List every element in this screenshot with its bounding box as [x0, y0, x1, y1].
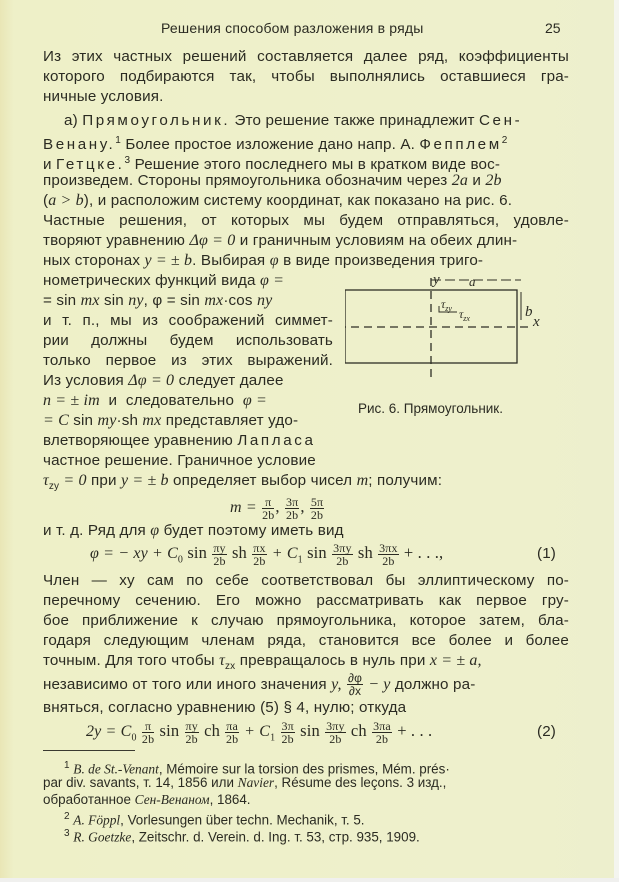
- text-line: = C sin my·sh mx представляет удо-: [43, 412, 299, 429]
- text-line: ных сторонах y = ± b. Выбирая φ в виде произведения триго-: [43, 252, 484, 269]
- footnote-1-cont: par div. savants, т. 14, 1856 или Navier, Résume des leçons. 3 изд.,: [43, 775, 447, 790]
- section-heading: Прямоугольник.: [82, 112, 231, 129]
- text-line: нометрических функций вида φ =: [43, 272, 285, 289]
- text-line: вняться, согласно уравнению (5) § 4, нулю; откуда: [43, 699, 407, 716]
- text-line: точным. Для того чтобы $\tau_{zx}$ превращалось в нуль при x = ± a,: [43, 652, 482, 673]
- text-line: творяют уравнению Δφ = 0 и граничным условиям на обеих длин-: [43, 232, 518, 249]
- text-line: а) Прямоугольник. Это решение также принадлежит Сен-: [64, 112, 523, 129]
- text-line: рии должны будем использовать: [43, 332, 333, 349]
- text-line: независимо от того или иного значения y, $\frac{\partial\varphi}{\partial x}$ − y должно ра-: [43, 671, 476, 699]
- equation-number: (1): [537, 545, 557, 562]
- text-line: Частные решения, от которых мы будем отправляться, удовле-: [43, 212, 569, 229]
- text-line: n = ± im и следовательно φ =: [43, 392, 267, 409]
- footnote-ref: 3: [124, 155, 131, 166]
- text-line: и т. п., мы из соображений симмет-: [43, 312, 333, 329]
- text-line: Член — xy сам по себе соответствовал бы эллиптическому по-: [43, 572, 569, 589]
- text-line: годаря следующим членам ряда, становится все более и более: [43, 632, 569, 649]
- text-line: влетворяющее уравнению Лапласа: [43, 432, 316, 449]
- text-line: (a > b), и расположим систему координат, как показано на рис. 6.: [43, 192, 513, 209]
- equation-number: (2): [537, 723, 557, 740]
- text-line: перечному сечению. Его можно рассматривать как первое гру-: [43, 592, 569, 609]
- text-line: которого подбираются так, чтобы выполнялись оставшиеся гра-: [43, 68, 569, 85]
- text-line: и т. д. Ряд для φ будет поэтому иметь вид: [43, 522, 344, 539]
- footnote-3: $^3$ R. Goetzke, Zeitschr. d. Verein. d. Ing. т. 53, стр. 935, 1909.: [64, 828, 420, 845]
- text-line: бое приближение к случаю прямоугольника, которое затем, бла-: [43, 612, 569, 629]
- a-label: a: [469, 274, 476, 289]
- text-line: и Гетцке.$^3$ Решение этого последнего мы в кратком виде вос-: [43, 155, 501, 174]
- text-line: Из условия Δφ = 0 следует далее: [43, 372, 284, 389]
- b-label: b: [525, 304, 533, 320]
- footnote-ref: 2: [501, 135, 508, 146]
- footnote-2: $^2$ A. Föppl, Vorlesungen über techn. Mechanik, т. 5.: [64, 811, 365, 828]
- x-axis-label: x: [533, 314, 540, 330]
- text-line: только первое из этих выражений.: [43, 352, 333, 369]
- tau-zy-label: $\tau_{zy}$: [441, 297, 452, 313]
- footnote-rule: [43, 750, 135, 751]
- tau-zx-label: $\tau_{zx}$: [459, 307, 470, 323]
- text-line: $\tau_{zy} = 0$ при y = ± b определяет выбор чисел m; получим:: [43, 472, 443, 493]
- figure-rectangle-diagram: [345, 270, 545, 400]
- page-edge: [614, 0, 619, 882]
- equation-m-values: m = $\frac{\pi}{2b}$ , $\frac{3\pi}{2b}$ , $\frac{5\pi}{2b}$: [230, 494, 324, 522]
- page-number: 25: [545, 20, 561, 36]
- y-axis-label: y: [433, 272, 440, 288]
- text-line: произведем. Стороны прямоугольника обозначим через 2a и 2b: [43, 172, 502, 189]
- text-line: Из этих частных решений составляется далее ряд, коэффициенты: [43, 48, 569, 65]
- text-line: частное решение. Граничное условие: [43, 452, 316, 469]
- text-line: Венану.$^1$ Более простое изложение дано напр. А. Фепплем$^2$: [43, 135, 508, 154]
- equation-2: $2y = C_0$ $\frac{\pi}{2b}$ sin $\frac{\pi y}{2b}$ ch $\frac{\pi a}{2b}$ + $C_1$ $\frac{3\pi}{2b}$ sin $\frac{3\pi y}{2b}$ ch $\frac{3\pi a}{2b}$ + . . .: [86, 718, 433, 746]
- figure-caption: Рис. 6. Прямоугольник.: [358, 401, 503, 416]
- text-line: = sin mx sin ny, φ = sin mx·cos ny: [43, 292, 273, 309]
- footnote-ref: 1: [115, 135, 122, 146]
- running-title: Решения способом разложения в ряды: [161, 20, 424, 36]
- equation-1: φ = − xy + $C_0$ sin $\frac{\pi y}{2b}$ sh $\frac{\pi x}{2b}$ + $C_1$ sin $\frac{3\pi y}{2b}$ sh $\frac{3\pi x}{2b}$ + . . .,: [90, 540, 444, 568]
- footnote-1: $^1$ B. de St.-Venant, Mémoire sur la torsion des prismes, Mém. prés·: [64, 760, 450, 777]
- page-edge: [0, 878, 619, 882]
- footnote-1-cont: обработанное Сен-Венаном, 1864.: [43, 792, 251, 807]
- text-line: ничные условия.: [43, 88, 164, 105]
